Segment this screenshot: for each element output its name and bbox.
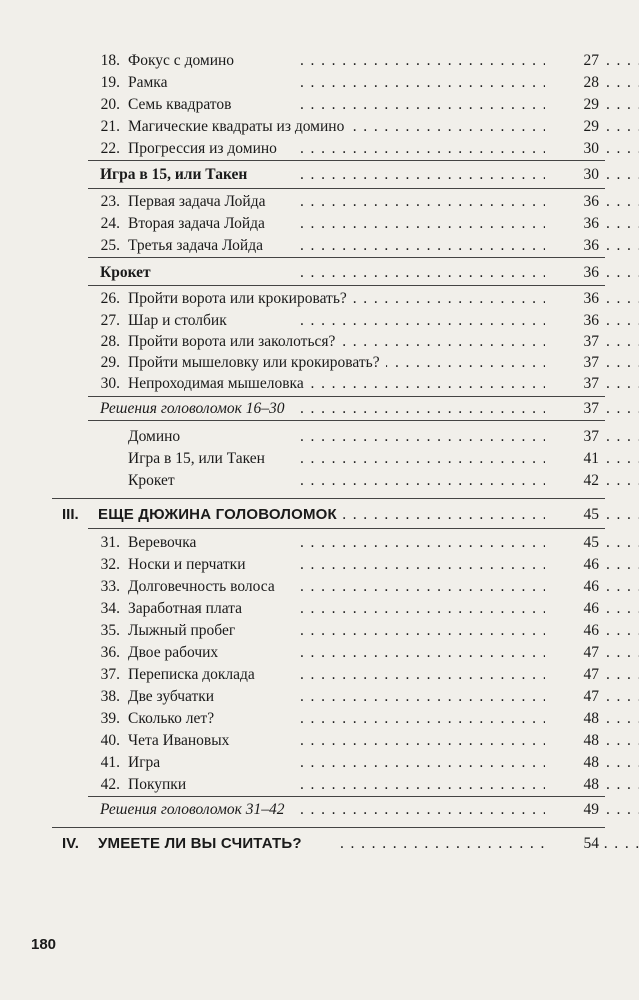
toc-heading-game-15: [0, 164, 639, 186]
entry-page: 45: [545, 532, 599, 554]
toc-entry-31: [0, 532, 639, 554]
toc-entry-23: [0, 191, 639, 213]
entry-page: 46: [545, 576, 599, 598]
entry-title: Первая задача Лойда: [128, 193, 266, 210]
entry-page: 46: [545, 620, 599, 642]
entry-page: 47: [545, 642, 599, 664]
entry-page: 36: [545, 191, 599, 213]
entry-number: 27.: [100, 312, 120, 329]
entry-page: 37: [545, 352, 599, 374]
entry-title: Сколько лет?: [128, 710, 215, 727]
entry-page: 37: [545, 398, 599, 420]
section-number: III.: [62, 506, 79, 523]
entry-title: Решения головоломок 31–42: [100, 801, 285, 818]
entry-title: Третья задача Лойда: [128, 237, 263, 254]
entry-number: 33.: [100, 578, 120, 595]
entry-number: 39.: [100, 710, 120, 727]
section-divider: [88, 796, 605, 797]
toc-entry-21: [0, 116, 639, 138]
entry-page: 46: [545, 554, 599, 576]
entry-number: 28.: [100, 333, 120, 350]
section-divider: [52, 498, 605, 499]
entry-title: Веревочка: [128, 534, 197, 551]
entry-page: 36: [545, 235, 599, 257]
toc-entry-24: [0, 213, 639, 235]
entry-title: Пройти ворота или крокировать?: [128, 290, 347, 307]
entry-number: 23.: [100, 193, 120, 210]
entry-page: 37: [545, 426, 599, 448]
section-divider: [88, 420, 605, 421]
entry-page: 54: [545, 833, 599, 855]
page-number: 180: [31, 936, 57, 953]
entry-title: ЕЩЕ ДЮЖИНА ГОЛОВОЛОМОК: [98, 506, 337, 523]
section-divider: [88, 188, 605, 189]
entry-title: Лыжный пробег: [128, 622, 236, 639]
entry-page: 36: [545, 262, 599, 284]
entry-page: 48: [545, 774, 599, 796]
entry-number: 20.: [100, 96, 120, 113]
entry-page: 48: [545, 730, 599, 752]
entry-page: 47: [545, 686, 599, 708]
entry-page: 48: [545, 752, 599, 774]
entry-number: 32.: [100, 556, 120, 573]
toc-entry-29: [0, 352, 639, 374]
entry-title: Семь квадратов: [128, 96, 232, 113]
entry-page: 41: [545, 448, 599, 470]
entry-number: 36.: [100, 644, 120, 661]
entry-title: Крокет: [128, 472, 175, 489]
entry-title: Фокус с домино: [128, 52, 235, 69]
entry-number: 30.: [100, 375, 120, 392]
toc-entry-36: [0, 642, 639, 664]
toc-entry-28: [0, 331, 639, 353]
toc-sub-domino: [0, 426, 639, 448]
entry-title: Чета Ивановых: [128, 732, 230, 749]
entry-number: 19.: [100, 74, 120, 91]
entry-page: 37: [545, 331, 599, 353]
toc-solutions-31-42: [0, 799, 639, 821]
toc-heading-croquet: [0, 262, 639, 284]
entry-title: Переписка доклада: [128, 666, 255, 683]
entry-number: 18.: [100, 52, 120, 69]
entry-title: Решения головоломок 16–30: [100, 400, 285, 417]
entry-page: 42: [545, 470, 599, 492]
toc-sub-game-15: [0, 448, 639, 470]
entry-number: 41.: [100, 754, 120, 771]
entry-title: Крокет: [100, 264, 151, 281]
section-divider: [88, 396, 605, 397]
entry-page: 37: [545, 373, 599, 395]
entry-page: 49: [545, 799, 599, 821]
entry-title: Прогрессия из домино: [128, 140, 277, 157]
section-divider: [52, 827, 605, 828]
entry-title: Непроходимая мышеловка: [128, 375, 304, 392]
toc-solutions-16-30: [0, 398, 639, 420]
entry-number: 35.: [100, 622, 120, 639]
entry-title: Вторая задача Лойда: [128, 215, 265, 232]
toc-entry-39: [0, 708, 639, 730]
entry-number: 37.: [100, 666, 120, 683]
toc-entry-35: [0, 620, 639, 642]
entry-number: 21.: [100, 118, 120, 135]
toc-sub-croquet: [0, 470, 639, 492]
entry-title: Заработная плата: [128, 600, 243, 617]
entry-number: 31.: [100, 534, 120, 551]
entry-title: Игра в 15, или Такен: [100, 166, 248, 183]
entry-title: Магические квадраты из домино: [128, 118, 345, 135]
entry-page: 27: [545, 50, 599, 72]
section-divider: [88, 160, 605, 161]
entry-number: 22.: [100, 140, 120, 157]
entry-title: Пройти мышеловку или крокировать?: [128, 354, 380, 371]
entry-title: Рамка: [128, 74, 168, 91]
entry-number: 40.: [100, 732, 120, 749]
toc-entry-41: [0, 752, 639, 774]
toc-entry-30: [0, 373, 639, 395]
entry-title: Игра: [128, 754, 161, 771]
section-divider: [88, 285, 605, 286]
toc-entry-26: [0, 288, 639, 310]
entry-number: 24.: [100, 215, 120, 232]
entry-title: Покупки: [128, 776, 187, 793]
entry-title: Игра в 15, или Такен: [128, 450, 265, 467]
entry-number: 25.: [100, 237, 120, 254]
entry-number: 29.: [100, 354, 120, 371]
toc-entry-40: [0, 730, 639, 752]
toc-entry-22: [0, 138, 639, 160]
entry-page: 45: [545, 504, 599, 526]
entry-page: 30: [545, 164, 599, 186]
toc-entry-20: [0, 94, 639, 116]
toc-entry-33: [0, 576, 639, 598]
entry-page: 46: [545, 598, 599, 620]
entry-title: Домино: [128, 428, 181, 445]
toc-entry-25: [0, 235, 639, 257]
toc-entry-42: [0, 774, 639, 796]
entry-page: 28: [545, 72, 599, 94]
toc-section-iii: [0, 504, 639, 526]
entry-title: Пройти ворота или заколоться?: [128, 333, 336, 350]
toc-entry-37: [0, 664, 639, 686]
entry-title: Шар и столбик: [128, 312, 227, 329]
section-number: IV.: [62, 835, 79, 852]
entry-page: 47: [545, 664, 599, 686]
entry-title: Долговечность волоса: [128, 578, 275, 595]
toc-entry-27: [0, 310, 639, 332]
entry-page: 30: [545, 138, 599, 160]
entry-page: 36: [545, 288, 599, 310]
toc-entry-38: [0, 686, 639, 708]
entry-page: 29: [545, 116, 599, 138]
toc-section-iv: [0, 833, 639, 855]
section-divider: [88, 257, 605, 258]
section-divider: [88, 528, 605, 529]
toc-entry-32: [0, 554, 639, 576]
entry-number: 42.: [100, 776, 120, 793]
toc-entry-19: [0, 72, 639, 94]
entry-page: 36: [545, 213, 599, 235]
entry-title: Двое рабочих: [128, 644, 219, 661]
entry-title: УМЕЕТЕ ЛИ ВЫ СЧИТАТЬ?: [98, 835, 302, 852]
toc-entry-18: [0, 50, 639, 72]
entry-number: 34.: [100, 600, 120, 617]
entry-number: 26.: [100, 290, 120, 307]
entry-page: 48: [545, 708, 599, 730]
entry-title: Носки и перчатки: [128, 556, 246, 573]
toc-entry-34: [0, 598, 639, 620]
entry-title: Две зубчатки: [128, 688, 215, 705]
entry-number: 38.: [100, 688, 120, 705]
entry-page: 36: [545, 310, 599, 332]
entry-page: 29: [545, 94, 599, 116]
